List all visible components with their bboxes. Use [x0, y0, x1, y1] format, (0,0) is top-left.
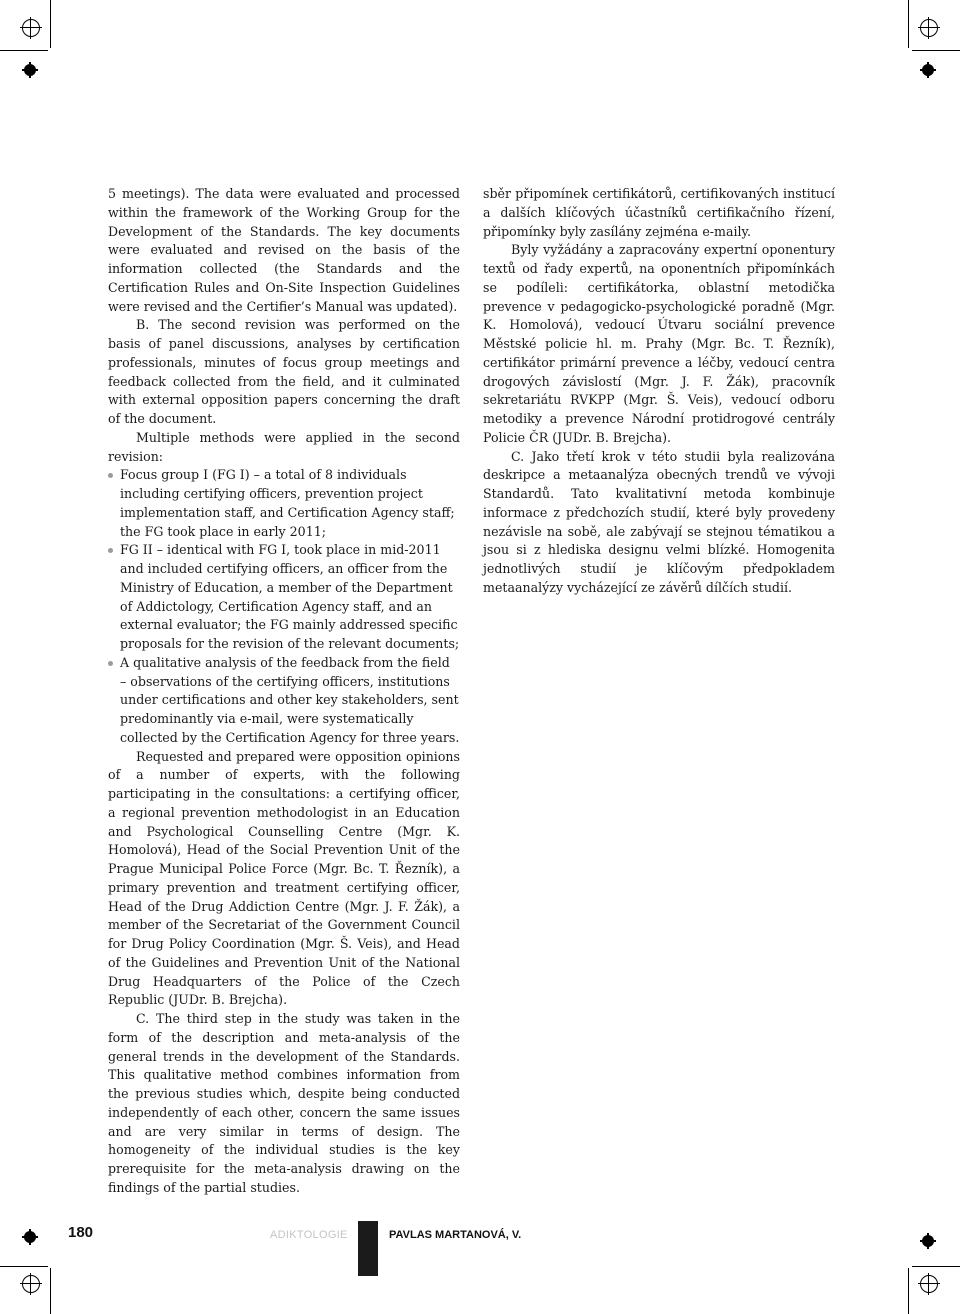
author-name: PAVLAS MARTANOVÁ, V. — [389, 1229, 522, 1241]
left-text-column — [108, 185, 460, 1198]
registration-cross-icon — [918, 17, 940, 39]
paragraph: Byly vyžádány a zapracovány expertní oponentury textů od řady expertů, na oponentních připomínkách se podíleli: certifikátorka, oblastní metodička prevence v pedagogicko-psychologické poradně (Mgr. K. Homolová), vedoucí Útvaru sociální prevence Městské policie hl. m. Prahy (Mgr. Bc. T. Řezník), certifikátor primární prevence a léčby, vedoucí centra drogových závislostí (Mgr. J. F. Žák), pracovník sekretariátu RVKPP (Mgr. Š. Veis), vedoucí odboru metodiky a prevence Národní protidrogové centrály Policie ČR (JUDr. B. Brejcha). — [483, 242, 835, 445]
paragraph: C. Jako třetí krok v této studii byla realizována deskripce a metaanalýza obecných trendů ve vývoji Standardů. Tato kvalitativní metoda kombinuje informace z předchozích studií, které byly provedeny nezávisle na sobě, ale zabývají se stejnou tématikou a jsou si z hlediska designu velmi blízké. Homogenita jednotlivých studií je klíčovým předpokladem metaanalýzy vycházející ze závěrů dílčích studií. — [483, 448, 835, 595]
list-item — [108, 541, 460, 654]
registration-mark-icon — [22, 62, 38, 78]
list-item-text: FG II – identical with FG I, took place in mid-2011 and included certifying officers, an officer from the Ministry of Education, a member of the Department of Addictology, Certification Agency staff, and an external evaluator; the FG mainly addressed specific proposals for the revision of the relevant documents; — [120, 542, 460, 651]
paragraph: B. The second revision was performed on the basis of panel discussions, analyses by certification professionals, minutes of focus group meetings and feedback collected from the field, and it culminated with external opposition papers concerning the draft of the document. — [108, 317, 460, 426]
registration-cross-icon — [20, 17, 42, 39]
list-item-text: A qualitative analysis of the feedback from the field – observations of the certifying officers, institutions under certifications and other key stakeholders, sent predominantly via e-mail, were systematically collected by the Certification Agency for three years. — [120, 654, 460, 745]
trim-line — [912, 50, 960, 51]
paragraph: C. The third step in the study was taken in the form of the description and meta-analysis of the general trends in the development of the Standards. This qualitative method combines information from the previous studies which, despite being conducted independently of each other, concern the same issues and are very similar in terms of design. The homogeneity of the individual studies is the key prerequisite for the meta-analysis drawing on the findings of the partial studies. — [108, 1011, 460, 1195]
paragraph: sběr připomínek certifikátorů, certifikovaných institucí a dalších klíčových účastníků certifikačního řízení, připomínky byly zasílány zejména e-maily. — [483, 186, 835, 239]
trim-line — [0, 50, 48, 51]
paragraph: 5 meetings). The data were evaluated and processed within the framework of the Working Group for the Development of the Standards. The key documents were evaluated and revised on the basis of the information collected (the Standards and the Certification Rules and On-Site Inspection Guidelines were revised and the Certifier’s Manual was updated). — [108, 186, 460, 314]
trim-line — [908, 0, 909, 48]
bullet-icon — [108, 548, 113, 553]
page-number: 180 — [68, 1224, 94, 1241]
page-footer — [0, 1220, 960, 1280]
trim-line — [50, 0, 51, 48]
paragraph: Multiple methods were applied in the second revision: — [108, 429, 460, 464]
journal-name: ADIKTOLOGIE — [270, 1229, 348, 1241]
list-item-text: Focus group I (FG I) – a total of 8 individuals including certifying officers, prevention project implementation staff, and Certification Agency staff; the FG took place in early 2011; — [120, 467, 455, 539]
list-item — [108, 654, 460, 748]
list-item — [108, 466, 460, 541]
bullet-icon — [108, 473, 113, 478]
registration-mark-icon — [920, 62, 936, 78]
paragraph: Requested and prepared were opposition opinions of a number of experts, with the following participating in the consultations: a certifying officer, a regional prevention methodologist in an Education and Psychological Counselling Centre (Mgr. K. Homolová), Head of the Social Prevention Unit of the Prague Municipal Police Force (Mgr. Bc. T. Řezník), a primary prevention and treatment certifying officer, Head of the Drug Addiction Centre (Mgr. J. F. Žák), a member of the Secretariat of the Government Council for Drug Policy Coordination (Mgr. Š. Veis), and Head of the Guidelines and Prevention Unit of the National Drug Headquarters of the Police of the Czech Republic (JUDr. B. Brejcha). — [108, 748, 460, 1008]
footer-divider-bar — [358, 1221, 378, 1276]
bullet-list — [108, 466, 460, 747]
bullet-icon — [108, 661, 113, 666]
right-text-column — [483, 185, 835, 598]
